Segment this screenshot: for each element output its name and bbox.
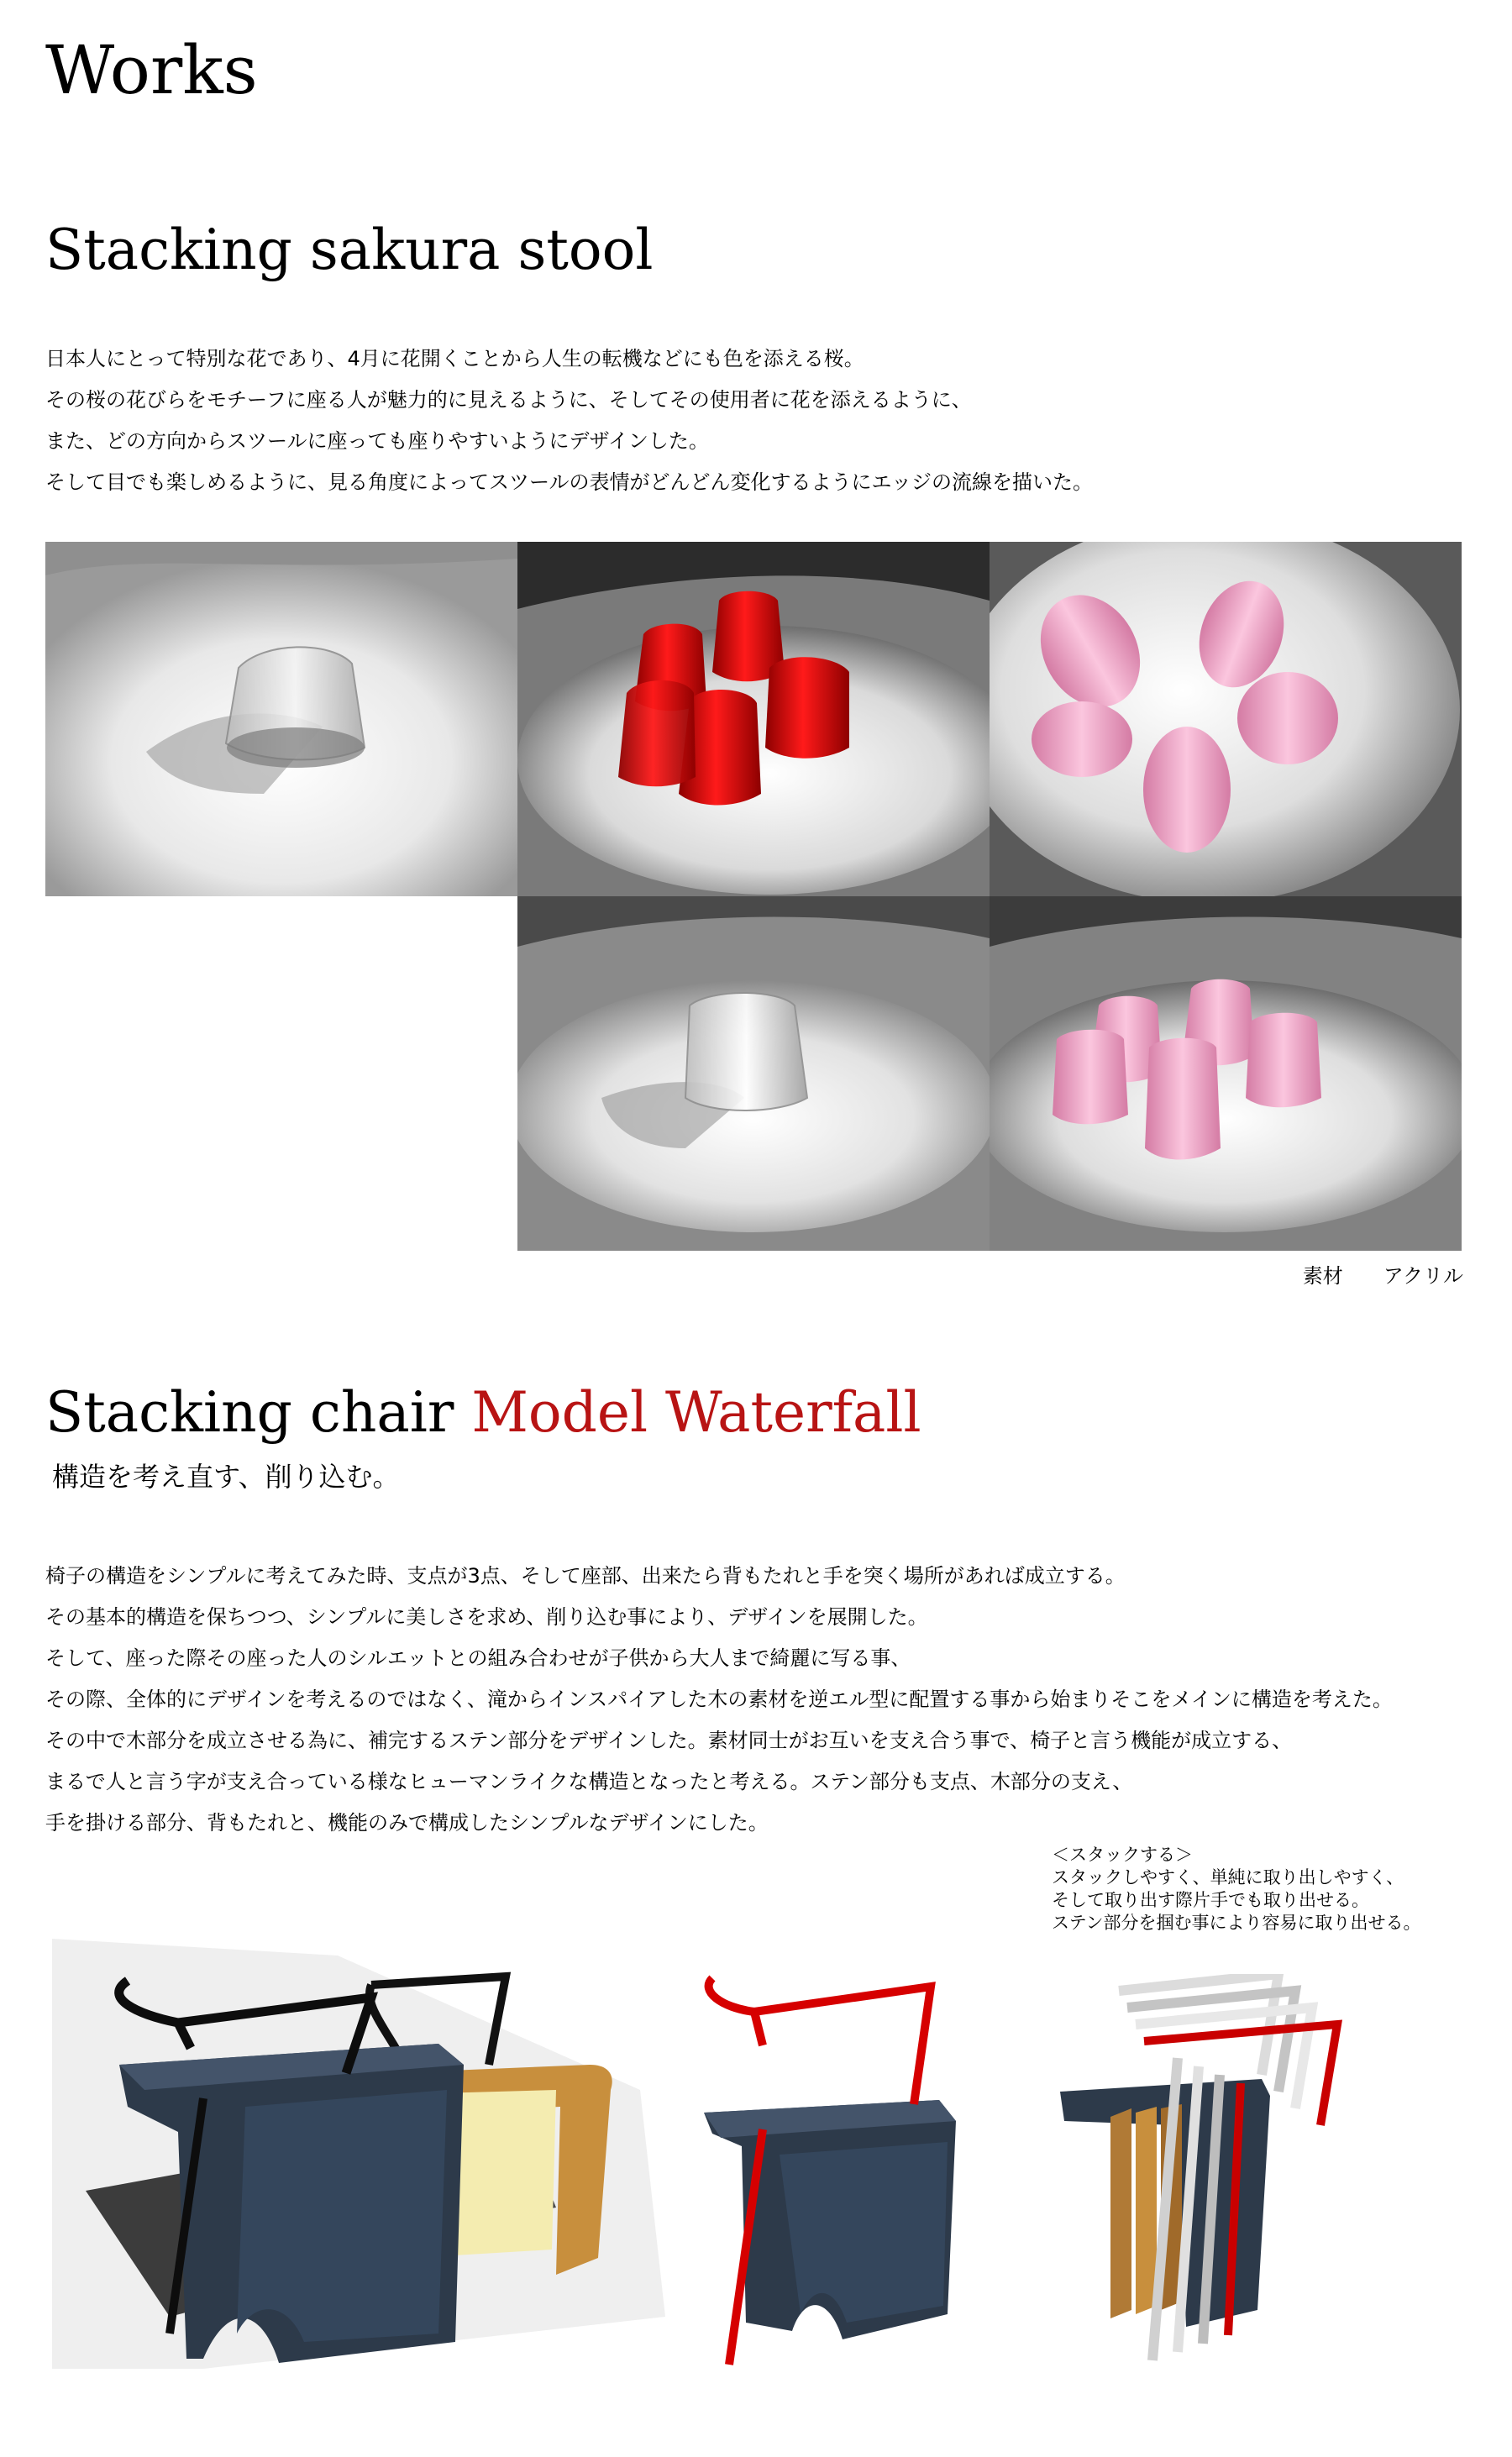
pink-stools-side-render — [990, 896, 1462, 1251]
description-line: その桜の花びらをモチーフに座る人が魅力的に見えるように、そしてその使用者に花を添えるように、 — [45, 388, 972, 412]
stack-note-line: そして取り出す際片手でも取り出せる。 — [1052, 1890, 1369, 1910]
sakura-stool-heading: Stacking sakura stool — [45, 218, 654, 282]
description-line: その際、全体的にデザインを考えるのではなく、滝からインスパイアした木の素材を逆エル型に配置する事から始まりそこをメインに構造を考えた。 — [45, 1688, 1393, 1711]
clear-stool-single-render — [45, 542, 517, 896]
material-label: 素材 アクリル — [1302, 1264, 1463, 1288]
waterfall-chair-heading — [45, 1378, 921, 1448]
description-line: その基本的構造を保ちつつ、シンプルに美しさを求め、削り込む事により、デザインを展開した。 — [45, 1605, 928, 1629]
description-line: そして目でも楽しめるように、見る角度によってスツールの表情がどんどん変化するようにエッジの流線を描いた。 — [45, 470, 1094, 494]
red-stools-cluster-render — [517, 542, 990, 896]
description-line: また、どの方向からスツールに座っても座りやすいようにデザインした。 — [45, 429, 709, 453]
sakura-stool-description — [45, 339, 1490, 503]
description-line: 椅子の構造をシンプルに考えてみた時、支点が3点、そして座部、出来たら背もたれと手を突く場所があれば成立する。 — [45, 1564, 1126, 1588]
page-title: Works — [45, 31, 258, 109]
description-line: 日本人にとって特別な花であり、4月に花開くことから人生の転機などにも色を添える桜。 — [45, 347, 864, 370]
heading-part-accent: Model Waterfall — [471, 1380, 921, 1445]
single-chair-red-frame-render — [696, 1961, 973, 2381]
stack-note-line: ＜スタックする＞ — [1052, 1845, 1193, 1865]
waterfall-description — [45, 1556, 1490, 1844]
stacked-chairs-render — [1052, 1974, 1371, 2377]
waterfall-subtitle: 構造を考え直す、削り込む。 — [52, 1461, 400, 1493]
stack-note-line: ステン部分を掴む事により容易に取り出せる。 — [1052, 1913, 1421, 1933]
stack-note — [1052, 1844, 1421, 1935]
pink-stools-cluster-render — [990, 542, 1462, 896]
description-line: まるで人と言う字が支え合っている様なヒューマンライクな構造となったと考える。ステン部分も支点、木部分の支え、 — [45, 1770, 1133, 1793]
stack-note-line: スタックしやすく、単純に取り出しやすく、 — [1052, 1867, 1404, 1887]
description-line: その中で木部分を成立させる為に、補完するステン部分をデザインした。素材同士がお互いを支え合う事で、椅子と言う機能が成立する、 — [45, 1729, 1293, 1752]
description-line: 手を掛ける部分、背もたれと、機能のみで構成したシンプルなデザインにした。 — [45, 1811, 769, 1835]
heading-part-plain: Stacking chair — [45, 1380, 472, 1445]
two-chairs-render — [52, 1939, 665, 2369]
description-line: そして、座った際その座った人のシルエットとの組み合わせが子供から大人まで綺麗に写る事、 — [45, 1646, 911, 1670]
clear-stool-side-render — [517, 896, 990, 1251]
